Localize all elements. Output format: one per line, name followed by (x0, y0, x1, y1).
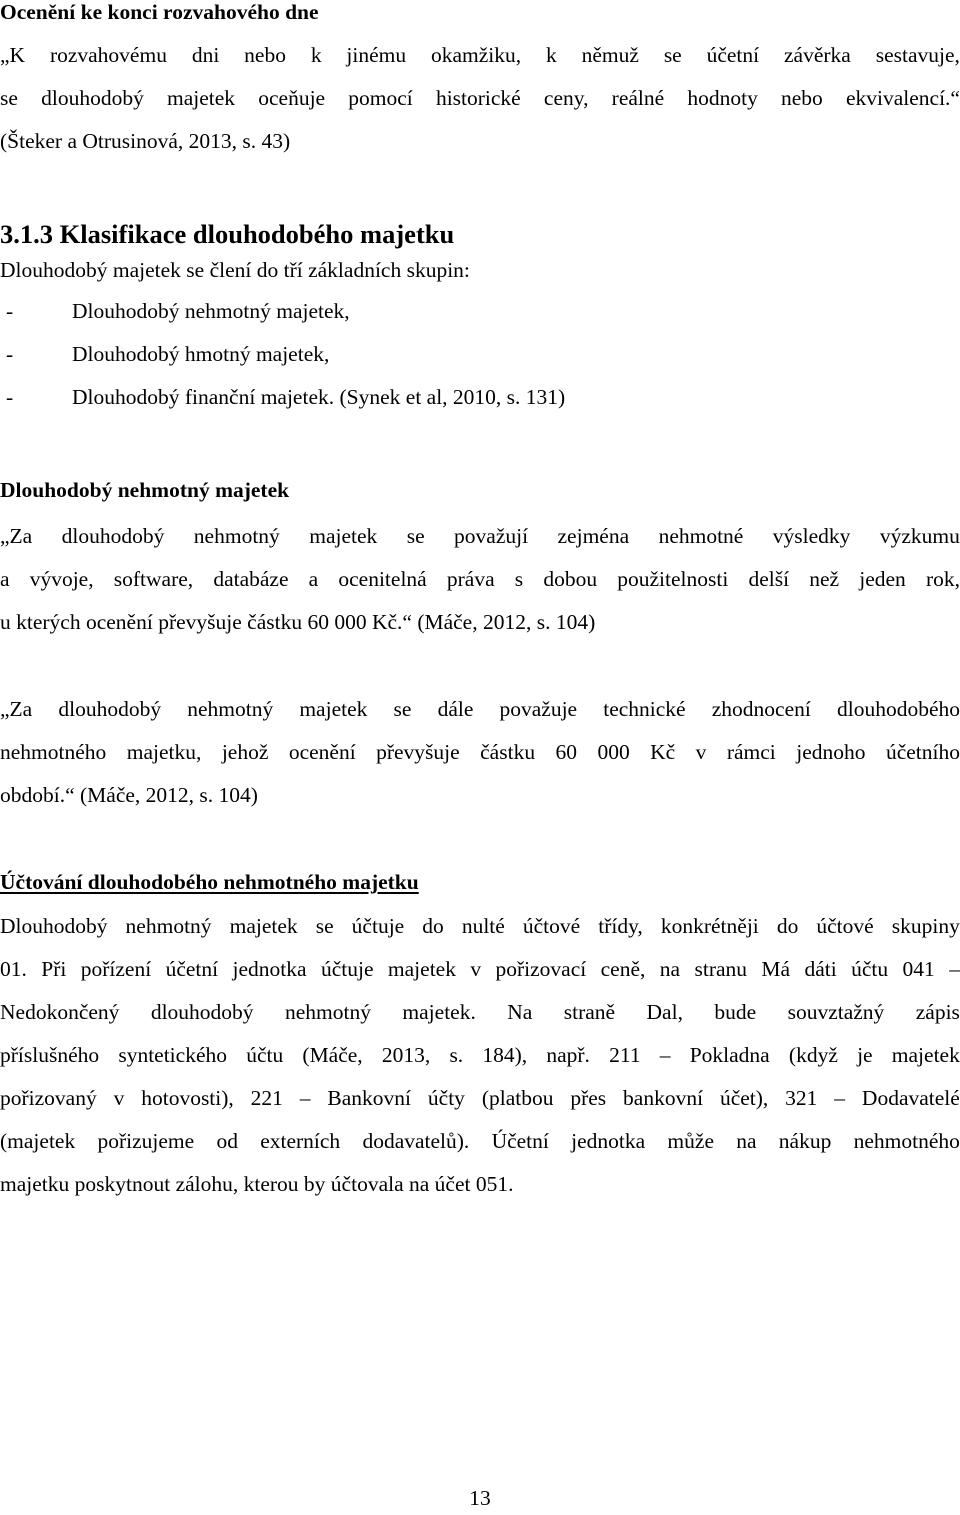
word: účtové (522, 914, 581, 938)
word: ocenění (288, 740, 356, 764)
word: dodavatelů). (362, 1129, 470, 1153)
word: účetní (165, 957, 219, 981)
word: převyšuje (376, 740, 460, 764)
word: skupiny (891, 914, 960, 938)
word: dlouhodobý (61, 524, 165, 548)
word: výsledky (772, 524, 851, 548)
word: účtuje (351, 914, 405, 938)
word: nákup (778, 1129, 832, 1153)
word: účetní (706, 43, 760, 67)
word: dlouhodobý (41, 86, 144, 110)
text-line: majetku poskytnout zálohu, kterou by účtovala na účet 051. (0, 1172, 514, 1196)
word: rámci (726, 740, 776, 764)
word: účtu (851, 957, 889, 981)
word: do (422, 914, 444, 938)
word: bude (714, 1000, 757, 1024)
word: závěrka (784, 43, 851, 67)
word: ceně, (600, 957, 646, 981)
word: v (470, 957, 482, 981)
text-line (0, 991, 960, 1034)
word: Bankovní (327, 1086, 412, 1110)
word: s (514, 567, 524, 591)
list-bullet: - (6, 385, 14, 409)
word: nulté (461, 914, 505, 938)
word: se (393, 697, 412, 721)
word: na (736, 1129, 757, 1153)
word: okamžiku, (431, 43, 522, 67)
word: dáti (804, 957, 837, 981)
text-line (0, 948, 960, 991)
word: 2013, (381, 1043, 431, 1067)
word: jednotka (232, 957, 307, 981)
word: (Máče, (302, 1043, 363, 1067)
word: externích (260, 1129, 341, 1153)
word: bankovní (623, 1086, 704, 1110)
word: nehmotný (125, 914, 212, 938)
word: Dodavatelé (861, 1086, 960, 1110)
word: majetku, (126, 740, 202, 764)
word: částku (480, 740, 536, 764)
text-line (0, 558, 960, 601)
word: nehmotný (187, 697, 274, 721)
word: syntetického (118, 1043, 227, 1067)
word: (když (788, 1043, 838, 1067)
word: 321 (785, 1086, 818, 1110)
section-classification (0, 218, 960, 419)
word: software, (113, 567, 194, 591)
section-intangible (0, 478, 960, 817)
word: majetek (299, 697, 368, 721)
word: hodnoty (687, 86, 758, 110)
list-item-text: Dlouhodobý finanční majetek. (Synek et al, 2010, s. 131) (72, 385, 566, 409)
text-line: (Šteker a Otrusinová, 2013, s. 43) (0, 129, 291, 153)
word: dlouhodobý (58, 697, 162, 721)
word: Na (507, 1000, 533, 1024)
word: pořizovací (495, 957, 587, 981)
heading-classification: 3.1.3 Klasifikace dlouhodobého majetku (0, 219, 455, 249)
word: nebo (244, 43, 286, 67)
word: rozvahovému (49, 43, 167, 67)
word: a (308, 567, 319, 591)
word: sestavuje, (875, 43, 960, 67)
word: 60 (555, 740, 578, 764)
word: třídy, (598, 914, 643, 938)
word: práva (446, 567, 495, 591)
word: je (857, 1043, 873, 1067)
word: se (315, 914, 334, 938)
page-number: 13 (469, 1486, 491, 1510)
word: majetek. (402, 1000, 476, 1024)
word: rok, (925, 567, 960, 591)
list-bullet: - (6, 299, 14, 323)
word: reálné (611, 86, 665, 110)
heading-intangible: Dlouhodobý nehmotný majetek (0, 478, 290, 502)
word: od (216, 1129, 238, 1153)
word: 211 (609, 1043, 641, 1067)
word: považuje (499, 697, 578, 721)
word: na (659, 957, 681, 981)
word: majetek (891, 1043, 960, 1067)
word: Má (761, 957, 791, 981)
word: do (776, 914, 799, 938)
word: příslušného (0, 1043, 100, 1067)
word: nehmotný (193, 524, 280, 548)
word: konkrétněji (660, 914, 759, 938)
text-line (0, 34, 960, 77)
word: účty (427, 1086, 465, 1110)
word: 041 (902, 957, 935, 981)
word: nehmotné (658, 524, 744, 548)
word: účetního (885, 740, 960, 764)
word: pořízení (80, 957, 152, 981)
word: účtu (246, 1043, 284, 1067)
word: a (0, 567, 10, 591)
word: může (667, 1129, 714, 1153)
word: delší (748, 567, 790, 591)
word: k (310, 43, 322, 67)
word: technické (603, 697, 686, 721)
word: ocenitelná (338, 567, 427, 591)
word: „Za (0, 524, 33, 548)
word: pořizujeme (97, 1129, 195, 1153)
section-accounting (0, 870, 960, 1206)
word: než (809, 567, 840, 591)
text-line: období.“ (Máče, 2012, s. 104) (0, 783, 258, 807)
word: zejména (557, 524, 630, 548)
word: pomocí (348, 86, 413, 110)
section-valuation (0, 0, 960, 163)
word: Účetní (491, 1129, 549, 1153)
word: považují (454, 524, 529, 548)
word: v (113, 1086, 125, 1110)
word: se (0, 86, 18, 110)
word: dlouhodobý (150, 1000, 254, 1024)
word: nehmotného (0, 740, 107, 764)
text-line (0, 1120, 960, 1163)
word: hotovosti), (141, 1086, 234, 1110)
word: Pokladna (689, 1043, 770, 1067)
word: (majetek (0, 1129, 76, 1153)
text-line (0, 1077, 960, 1120)
word: 01. (0, 957, 27, 981)
word: – (299, 1086, 311, 1110)
word: ceny, (543, 86, 589, 110)
word: 000 (597, 740, 630, 764)
word: databáze (213, 567, 289, 591)
text-line: u kterých ocenění převyšuje částku 60 000 Kč.“ (Máče, 2012, s. 104) (0, 610, 596, 634)
word: k (546, 43, 557, 67)
list-item (0, 290, 960, 333)
word: účet), (719, 1086, 769, 1110)
heading-accounting: Účtování dlouhodobého nehmotného majetku (0, 870, 419, 894)
word: „Za (0, 697, 33, 721)
list-item-text: Dlouhodobý hmotný majetek, (72, 342, 330, 366)
word: jinému (346, 43, 407, 67)
text-line (0, 688, 960, 731)
list-bullet: - (6, 342, 14, 366)
word: nehmotného (853, 1129, 960, 1153)
word: historické (435, 86, 521, 110)
word: – (659, 1043, 671, 1067)
word: vývoje, (29, 567, 94, 591)
word: majetek (387, 957, 456, 981)
word: majetek (229, 914, 298, 938)
text-line (0, 905, 960, 948)
text-line (0, 77, 960, 120)
text-line: Dlouhodobý majetek se člení do tří základních skupin: (0, 258, 470, 282)
word: 184), (482, 1043, 528, 1067)
word: dlouhodobého (836, 697, 960, 721)
word: v (695, 740, 707, 764)
word: Dal, (646, 1000, 683, 1024)
word: přes (570, 1086, 607, 1110)
word: pořizovaný (0, 1086, 97, 1110)
heading-valuation: Ocenění ke konci rozvahového dne (0, 0, 319, 24)
word: dále (437, 697, 474, 721)
word: stranu (694, 957, 748, 981)
word: jeden (859, 567, 906, 591)
text-line (0, 731, 960, 774)
word: „K (0, 43, 26, 67)
word: jehož (221, 740, 269, 764)
word: – (949, 957, 960, 981)
word: nehmotný (284, 1000, 371, 1024)
text-line (0, 1034, 960, 1077)
word: se (406, 524, 425, 548)
word: oceňuje (258, 86, 326, 110)
word: účtuje (320, 957, 374, 981)
text-line (0, 515, 960, 558)
word: jednoho (796, 740, 866, 764)
word: Kč (650, 740, 676, 764)
word: zápis (915, 1000, 960, 1024)
list-item (0, 333, 960, 376)
word: majetek (309, 524, 378, 548)
word: Nedokončený (0, 1000, 120, 1024)
word: Dlouhodobý (0, 914, 108, 938)
word: účtové (816, 914, 874, 938)
word: dni (191, 43, 220, 67)
word: se (663, 43, 682, 67)
word: – (834, 1086, 846, 1110)
word: výzkumu (879, 524, 960, 548)
word: ekvivalencí.“ (845, 86, 960, 110)
word: např. (546, 1043, 590, 1067)
word: majetek (167, 86, 236, 110)
word: němuž (581, 43, 639, 67)
word: Při (41, 957, 67, 981)
word: (platbou (481, 1086, 554, 1110)
word: 221 (250, 1086, 283, 1110)
word: nebo (781, 86, 823, 110)
word: zhodnocení (711, 697, 811, 721)
word: s. (449, 1043, 464, 1067)
word: souvztažný (787, 1000, 885, 1024)
list-item-text: Dlouhodobý nehmotný majetek, (72, 299, 350, 323)
word: dobou (543, 567, 598, 591)
list-item (0, 376, 960, 419)
word: straně (563, 1000, 616, 1024)
word: jednotka (571, 1129, 646, 1153)
word: použitelnosti (617, 567, 729, 591)
